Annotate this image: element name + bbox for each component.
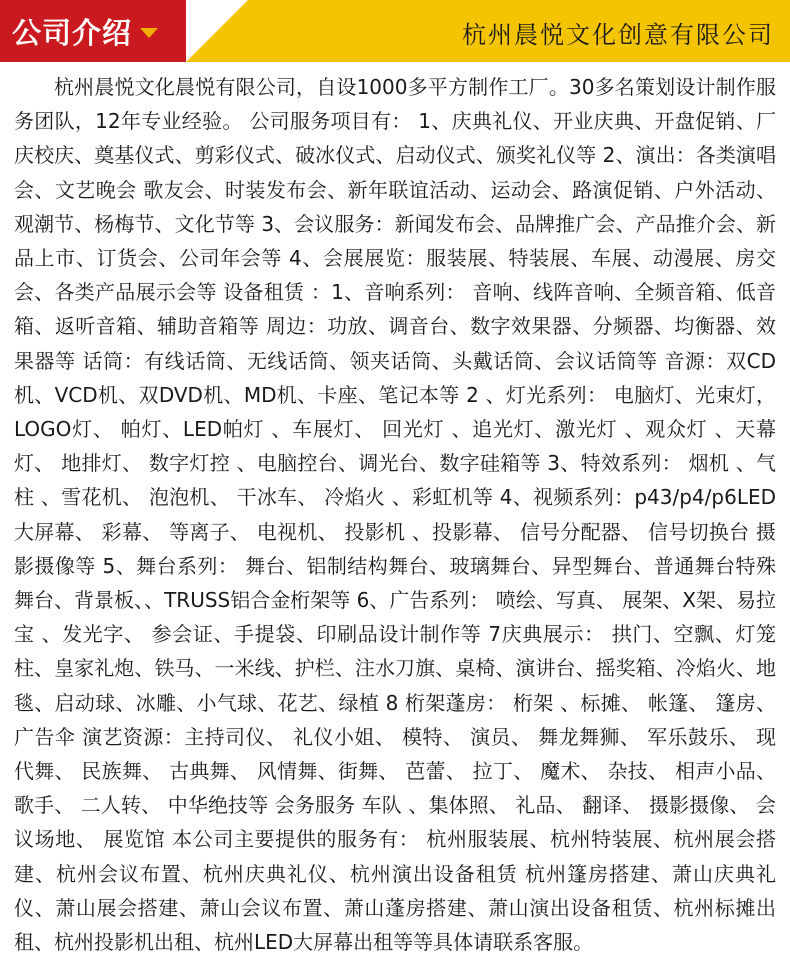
section-title: 公司介绍: [12, 15, 133, 50]
title-tab: [0, 0, 186, 62]
section-header: [0, 0, 790, 64]
caret-down-icon: [140, 28, 158, 38]
company-introduction-text: 杭州晨悦文化晨悦有限公司，自设1000多平方制作工厂。30多名策划设计制作服务团队，12年专业经验。 公司服务项目有： 1、庆典礼仪、开业庆典、开盘促销、厂庆校庆、奠基仪式、剪彩仪式、破冰仪式、启动仪式、颁奖礼仪等 2、演出：各类演唱会、文艺晚会 歌友会、时装发布会、新年联谊活动、运动会、路演促销、户外活动、观潮节、杨梅节、文化节等 3、会议服务：新闻发布会、品牌推广会、产品推介会、新品上市、订货会、公司年会等 4、会展展览：服装展、特装展、车展、动漫展、房交会、各类产品展示会等 设备租赁 ：1、音响系列： 音响、线阵音响、全频音箱、低音箱、返听音箱、辅助音箱等 周边：功放、调音台、数字效果器、分频器、均衡器、效果器等 话筒：有线话筒、无线话筒、领夹话筒、头戴话筒、会议话筒等 音源：双CD机、VCD机、双DVD机、MD机、卡座、笔记本等 2 、灯光系列： 电脑灯、光束灯， LOGO灯、 帕灯、LED帕灯 、车展灯、 回光灯 、追光灯、激光灯 、观众灯 、天幕灯、 地排灯、 数字灯控 、电脑控台、调光台、数字硅箱等 3、特效系列： 烟机 、气柱 、雪花机、 泡泡机、 干冰车、 冷焰火 、彩虹机等 4、视频系列：p43/p4/p6LED大屏幕、 彩幕、 等离子、 电视机、 投影机 、投影幕、 信号分配器、 信号切换台 摄影摄像等 5、舞台系列： 舞台、铝制结构舞台、玻璃舞台、异型舞台、普通舞台特殊舞台、背景板、、TRUSS铝合金桁架等 6、广告系列： 喷绘、写真、 展架、X架、易拉宝 、发光字、 参会证、手提袋、印刷品设计制作等 7庆典展示： 拱门、空飘、灯笼柱、皇家礼炮、铁马、一米线、护栏、注水刀旗、桌椅、演讲台、摇奖箱、冷焰火、地毯、启动球、冰雕、小气球、花艺、绿植 8 桁架蓬房： 桁架 、标摊、 帐篷、 篷房、 广告伞 演艺资源：主持司仪、 礼仪小姐、 模特、 演员、 舞龙舞狮、 军乐鼓乐、 现代舞、 民族舞、 古典舞、 风情舞、街舞、 芭蕾、 拉丁、 魔术、 杂技、 相声小品、 歌手、 二人转、 中华绝技等 会务服务 车队 、集体照、 礼品、 翻译、 摄影摄像、 会议场地、 展览馆 本公司主要提供的服务有： 杭州服装展、杭州特装展、杭州展会搭建、杭州会议布置、杭州庆典礼仪、杭州演出设备租赁 杭州篷房搭建、萧山庆典礼仪、萧山展会搭建、萧山会议布置、萧山蓬房搭建、萧山演出设备租赁、杭州标摊出租、杭州投影机出租、杭州LED大屏幕出租等等具体请联系客服。: [14, 75, 776, 955]
company-name: 杭州晨悦文化创意有限公司: [462, 21, 774, 49]
